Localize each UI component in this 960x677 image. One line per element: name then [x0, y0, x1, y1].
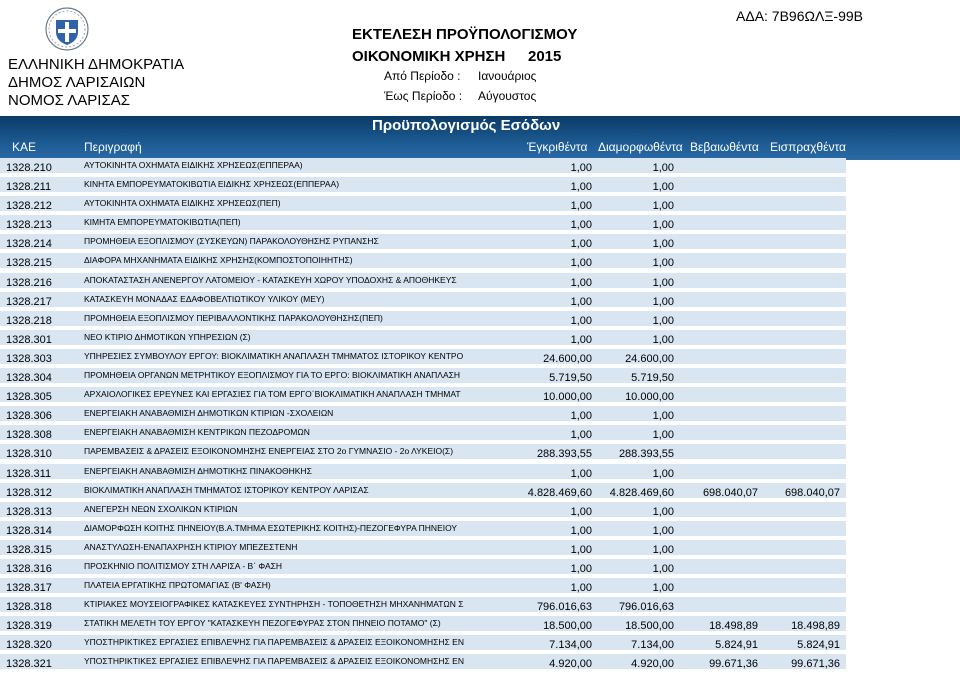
- col-approved: Έγκριθέντα: [527, 140, 588, 154]
- row-description: ΚΤΙΡΙΑΚΕΣ ΜΟΥΣΕΙΟΓΡΑΦΙΚΕΣ ΚΑΤΑΣΚΕΥΕΣ ΣΥΝΤΗΡΗΣΗ - ΤΟΠΟΘΕΤΗΣΗ ΜΗΧΑΝΗΜΑΤΩΝ Σ: [84, 599, 464, 610]
- table-row: [0, 234, 960, 253]
- period-from-label: Από Περίοδο :: [384, 69, 461, 83]
- row-description: ΝΕΟ ΚΤΙΡΙΟ ΔΗΜΟΤΙΚΩΝ ΥΠΗΡΕΣΙΩΝ (Σ): [84, 331, 251, 342]
- row-approved: 1,00: [570, 543, 592, 556]
- row-description: ΠΑΡΕΜΒΑΣΕΙΣ & ΔΡΑΣΕΙΣ ΕΞΟΙΚΟΝΟΜΗΣΗΣ ΕΝΕΡΓΕΙΑΣ ΣΤΟ 2ο ΓΥΜΝΑΣΙΟ - 2ο ΛΥΚΕΙΟ(Σ): [84, 446, 454, 457]
- row-description: ΥΠΟΣΤΗΡΙΚΤΙΚΕΣ ΕΡΓΑΣΙΕΣ ΕΠΙΒΛΕΨΗΣ ΓΙΑ ΠΑΡΕΜΒΑΣΕΙΣ & ΔΡΑΣΕΙΣ ΕΞΟΙΚΟΝΟΜΗΣΗΣ ΕΝ: [84, 656, 464, 667]
- table-row: [0, 273, 960, 292]
- row-formed: 796.016,63: [618, 601, 674, 614]
- row-formed: 1,00: [652, 314, 674, 327]
- row-description: ΔΙΑΜΟΡΦΩΣΗ ΚΟΙΤΗΣ ΠΗΝΕΙΟΥ(Β.Α.ΤΜΗΜΑ ΕΣΩΤΕΡΙΚΗΣ ΚΟΙΤΗΣ)-ΠΕΖΟΓΕΦΥΡΑ ΠΗΝΕΙΟΥ: [84, 522, 458, 533]
- row-approved: 1,00: [570, 582, 592, 595]
- report-title: ΕΚΤΕΛΕΣΗ ΠΡΟΫΠΟΛΟΓΙΣΜΟΥ: [352, 26, 578, 43]
- col-certified: Βεβαιωθέντα: [690, 140, 759, 154]
- row-approved: 1,00: [570, 257, 592, 270]
- row-kae: 1328.305: [6, 391, 52, 404]
- row-kae: 1328.318: [6, 601, 52, 614]
- row-approved: 24.600,00: [543, 352, 592, 365]
- fiscal-year: 2015: [528, 48, 562, 65]
- period-to-label: Έως Περίοδο :: [384, 89, 463, 103]
- table-row: [0, 387, 960, 406]
- table-row: [0, 196, 960, 215]
- row-description: ΕΝΕΡΓΕΙΑΚΗ ΑΝΑΒΑΘΜΙΣΗ ΔΗΜΟΤΙΚΩΝ ΚΤΙΡΙΩΝ -ΣΧΟΛΕΙΩΝ: [84, 408, 334, 419]
- row-description: ΑΥΤΟΚΙΝΗΤΑ ΟΧΗΜΑΤΑ ΕΙΔΙΚΗΣ ΧΡΗΣΕΩΣ(ΕΠΠΕΡΑΑ): [84, 160, 303, 170]
- row-approved: 1,00: [570, 562, 592, 575]
- row-description: ΔΙΑΦΟΡΑ ΜΗΧΑΝΗΜΑΤΑ ΕΙΔΙΚΗΣ ΧΡΗΣΗΣ(ΚΟΜΠΟΣΤΟΠΟΙΗΗΤΗΣ): [84, 255, 353, 266]
- table-row: [0, 406, 960, 425]
- row-kae: 1328.315: [6, 543, 52, 556]
- row-description: ΕΝΕΡΓΕΙΑΚΗ ΑΝΑΒΑΘΜΙΣΗ ΚΕΝΤΡΙΚΩΝ ΠΕΖΟΔΡΟΜΩΝ: [84, 427, 310, 438]
- row-kae: 1328.310: [6, 448, 52, 461]
- row-approved: 1,00: [570, 467, 592, 480]
- row-approved: 1,00: [570, 429, 592, 442]
- row-approved: 1,00: [570, 410, 592, 423]
- row-description: ΑΡΧΑΙΟΛΟΓΙΚΕΣ ΕΡΕΥΝΕΣ ΚΑΙ ΕΡΓΑΣΙΕΣ ΓΙΑ ΤΟΜ ΕΡΓΟ΄ΒΙΟΚΛΙΜΑΤΙΚΗ ΑΝΑΠΛΑΣΗ ΤΜΗΜΑΤ: [84, 389, 461, 400]
- row-kae: 1328.212: [6, 200, 52, 213]
- period-to-value: Αύγουστος: [478, 89, 537, 103]
- row-formed: 1,00: [652, 524, 674, 537]
- row-description: ΠΛΑΤΕΙΑ ΕΡΓΑΤΙΚΗΣ ΠΡΩΤΟΜΑΓΙΑΣ (Β' ΦΑΣΗ): [84, 580, 271, 591]
- row-approved: 1,00: [570, 505, 592, 518]
- row-description: ΑΝΑΣΤΥΛΩΣΗ-ΕΝΑΠΑΧΡΗΣΗ ΚΤΙΡΙΟΥ ΜΠΕΖΕΣΤΕΝΗ: [84, 541, 298, 552]
- revenue-table: [0, 158, 960, 674]
- row-kae: 1328.316: [6, 562, 52, 575]
- row-approved: 1,00: [570, 524, 592, 537]
- row-formed: 1,00: [652, 276, 674, 289]
- table-row: [0, 158, 960, 177]
- row-description: ΑΝΕΓΕΡΣΗ ΝΕΩΝ ΣΧΟΛΙΚΩΝ ΚΤΙΡΙΩΝ: [84, 503, 238, 514]
- row-approved: 1,00: [570, 219, 592, 232]
- row-kae: 1328.301: [6, 333, 52, 346]
- table-row: [0, 311, 960, 330]
- row-approved: 1,00: [570, 314, 592, 327]
- row-approved: 1,00: [570, 200, 592, 213]
- table-row: [0, 349, 960, 368]
- row-formed: 7.134,00: [631, 639, 674, 652]
- row-description: ΠΡΟΜΗΘΕΙΑ ΕΞΟΠΛΙΣΜΟΥ (ΣΥΣΚΕΥΩΝ) ΠΑΡΑΚΟΛΟΥΘΗΣΗΣ ΡΥΠΑΝΣΗΣ: [84, 236, 379, 247]
- row-formed: 1,00: [652, 219, 674, 232]
- row-description: ΚΑΤΑΣΚΕΥΗ ΜΟΝΑΔΑΣ ΕΔΑΦΟΒΕΛΤΙΩΤΙΚΟΥ ΥΛΙΚΟΥ (ΜΕΥ): [84, 293, 325, 304]
- row-approved: 4.920,00: [549, 658, 592, 671]
- row-kae: 1328.304: [6, 372, 52, 385]
- row-approved: 1,00: [570, 238, 592, 251]
- row-kae: 1328.312: [6, 486, 52, 499]
- row-formed: 1,00: [652, 410, 674, 423]
- row-formed: 1,00: [652, 333, 674, 346]
- row-description: ΣΤΑΤΙΚΗ ΜΕΛΕΤΗ ΤΟΥ ΕΡΓΟΥ "ΚΑΤΑΣΚΕΥΗ ΠΕΖΟΓΕΦΥΡΑΣ ΣΤΟΝ ΠΗΝΕΙΟ ΠΟΤΑΜΟ" (Σ): [84, 618, 441, 629]
- row-kae: 1328.320: [6, 639, 52, 652]
- row-kae: 1328.303: [6, 352, 52, 365]
- table-row: [0, 521, 960, 540]
- row-certified: 18.498,89: [709, 620, 758, 633]
- row-certified: 698.040,07: [702, 486, 758, 499]
- issuer-block: [8, 56, 184, 110]
- table-row: [0, 559, 960, 578]
- row-kae: 1328.218: [6, 314, 52, 327]
- row-approved: 1,00: [570, 333, 592, 346]
- row-approved: 1,00: [570, 162, 592, 174]
- row-formed: 1,00: [652, 162, 674, 174]
- row-kae: 1328.216: [6, 276, 52, 289]
- row-kae: 1328.214: [6, 238, 52, 251]
- col-description: Περιγραφή: [84, 140, 142, 154]
- table-row: [0, 464, 960, 483]
- row-collected: 18.498,89: [791, 620, 840, 633]
- row-approved: 1,00: [570, 181, 592, 194]
- row-description: ΚΙΝΗΤΑ ΕΜΠΟΡΕΥΜΑΤΟΚΙΒΩΤΙΑ ΕΙΔΙΚΗΣ ΧΡΗΣΕΩΣ(ΕΠΠΕΡΑΑ): [84, 179, 340, 190]
- row-approved: 10.000,00: [543, 391, 592, 404]
- row-kae: 1328.211: [6, 181, 52, 194]
- table-row: [0, 215, 960, 234]
- row-kae: 1328.215: [6, 257, 52, 270]
- row-formed: 1,00: [652, 505, 674, 518]
- row-description: ΚΙΜΗΤΑ ΕΜΠΟΡΕΥΜΑΤΟΚΙΒΩΤΙΑ(ΠΕΠ): [84, 217, 241, 228]
- row-kae: 1328.210: [6, 162, 52, 174]
- municipality-name: ΔΗΜΟΣ ΛΑΡΙΣΑΙΩΝ: [8, 74, 146, 91]
- row-certified: 5.824,91: [715, 639, 758, 652]
- row-formed: 1,00: [652, 543, 674, 556]
- row-kae: 1328.213: [6, 219, 52, 232]
- ada-code: ΑΔΑ: 7Β96ΩΛΞ-99Β: [736, 8, 863, 24]
- row-approved: 7.134,00: [549, 639, 592, 652]
- table-row: [0, 177, 960, 196]
- row-formed: 1,00: [652, 257, 674, 270]
- row-collected: 99.671,36: [791, 658, 840, 671]
- budget-title: Προϋπολογισμός Εσόδων: [372, 117, 561, 134]
- table-row: [0, 502, 960, 521]
- row-approved: 4.828.469,60: [527, 486, 592, 499]
- table-row: [0, 483, 960, 502]
- row-kae: 1328.321: [6, 658, 52, 671]
- row-description: ΑΥΤΟΚΙΝΗΤΑ ΟΧΗΜΑΤΑ ΕΙΔΙΚΗΣ ΧΡΗΣΕΩΣ(ΠΕΠ): [84, 198, 281, 209]
- row-kae: 1328.217: [6, 295, 52, 308]
- row-formed: 5.719,50: [631, 372, 674, 385]
- col-collected: Εισπραχθέντα: [770, 140, 846, 154]
- table-row: [0, 425, 960, 444]
- row-approved: 288.393,55: [536, 448, 592, 461]
- table-row: [0, 635, 960, 654]
- row-kae: 1328.314: [6, 524, 52, 537]
- table-row: [0, 330, 960, 349]
- row-description: ΥΠΟΣΤΗΡΙΚΤΙΚΕΣ ΕΡΓΑΣΙΕΣ ΕΠΙΒΛΕΨΗΣ ΓΙΑ ΠΑΡΕΜΒΑΣΕΙΣ & ΔΡΑΣΕΙΣ ΕΞΟΙΚΟΝΟΜΗΣΗΣ ΕΝ: [84, 637, 464, 648]
- row-approved: 1,00: [570, 276, 592, 289]
- table-row: [0, 292, 960, 311]
- row-formed: 1,00: [652, 562, 674, 575]
- row-approved: 18.500,00: [543, 620, 592, 633]
- row-formed: 1,00: [652, 582, 674, 595]
- period-from-value: Ιανουάριος: [478, 69, 537, 83]
- row-certified: 99.671,36: [709, 658, 758, 671]
- row-kae: 1328.319: [6, 620, 52, 633]
- table-row: [0, 616, 960, 635]
- row-formed: 4.920,00: [631, 658, 674, 671]
- table-row: [0, 597, 960, 616]
- row-kae: 1328.306: [6, 410, 52, 423]
- row-kae: 1328.311: [6, 467, 52, 480]
- row-approved: 796.016,63: [536, 601, 592, 614]
- row-formed: 1,00: [652, 200, 674, 213]
- row-description: ΥΠΗΡΕΣΙΕΣ ΣΥΜΒΟΥΛΟΥ ΕΡΓΟΥ: ΒΙΟΚΛΙΜΑΤΙΚΗ ΑΝΑΠΛΑΣΗ ΤΜΗΜΑΤΟΣ ΙΣΤΟΡΙΚΟΥ ΚΕΝΤΡΟ: [84, 350, 464, 361]
- row-formed: 1,00: [652, 295, 674, 308]
- row-kae: 1328.317: [6, 582, 52, 595]
- fiscal-use-label: ΟΙΚΟΝΟΜΙΚΗ ΧΡΗΣΗ: [352, 48, 506, 65]
- row-collected: 698.040,07: [784, 486, 840, 499]
- col-formed: Διαμορφωθέντα: [598, 140, 683, 154]
- table-row: [0, 578, 960, 597]
- table-row: [0, 654, 960, 673]
- row-description: ΠΡΟΣΚΗΝΙΟ ΠΟΛΙΤΙΣΜΟΥ ΣΤΗ ΛΑΡΙΣΑ - Β΄ ΦΑΣΗ: [84, 560, 283, 571]
- col-kae: ΚΑΕ: [12, 140, 37, 154]
- row-kae: 1328.308: [6, 429, 52, 442]
- row-formed: 1,00: [652, 467, 674, 480]
- row-formed: 18.500,00: [625, 620, 674, 633]
- row-formed: 1,00: [652, 238, 674, 251]
- greek-emblem-icon: [44, 6, 90, 52]
- row-kae: 1328.313: [6, 505, 52, 518]
- table-row: [0, 444, 960, 463]
- row-collected: 5.824,91: [797, 639, 840, 652]
- row-approved: 1,00: [570, 295, 592, 308]
- row-description: ΠΡΟΜΗΘΕΙΑ ΟΡΓΑΝΩΝ ΜΕΤΡΗΤΙΚΟΥ ΕΞΟΠΛΙΣΜΟΥ ΓΙΑ ΤΟ ΕΡΓΟ: ΒΙΟΚΛΙΜΑΤΙΚΗ ΑΝΑΠΛΑΣΗ: [84, 370, 461, 381]
- row-formed: 24.600,00: [625, 352, 674, 365]
- row-formed: 1,00: [652, 429, 674, 442]
- row-approved: 5.719,50: [549, 372, 592, 385]
- row-formed: 4.828.469,60: [609, 486, 674, 499]
- row-description: ΑΠΟΚΑΤΑΣΤΑΣΗ ΑΝΕΝΕΡΓΟΥ ΛΑΤΟΜΕΙΟΥ - ΚΑΤΑΣΚΕΥΗ ΧΩΡΟΥ ΥΠΟΔΟΧΗΣ & ΑΠΟΘΗΚΕΥΣ: [84, 274, 457, 285]
- row-description: ΠΡΟΜΗΘΕΙΑ ΕΞΟΠΛΙΣΜΟΥ ΠΕΡΙΒΑΛΛΟΝΤΙΚΗΣ ΠΑΡΑΚΟΛΟΥΘΗΣΗΣ(ΠΕΠ): [84, 312, 383, 323]
- table-row: [0, 253, 960, 272]
- table-row: [0, 540, 960, 559]
- prefecture-name: ΝΟΜΟΣ ΛΑΡΙΣΑΣ: [8, 92, 131, 109]
- table-row: [0, 368, 960, 387]
- row-description: ΒΙΟΚΛΙΜΑΤΙΚΗ ΑΝΑΠΛΑΣΗ ΤΜΗΜΑΤΟΣ ΙΣΤΟΡΙΚΟΥ ΚΕΝΤΡΟΥ ΛΑΡΙΣΑΣ: [84, 484, 369, 495]
- report-header: [0, 0, 960, 118]
- row-formed: 1,00: [652, 181, 674, 194]
- row-description: ΕΝΕΡΓΕΙΑΚΗ ΑΝΑΒΑΘΜΙΣΗ ΔΗΜΟΤΙΚΗΣ ΠΙΝΑΚΟΘΗΚΗΣ: [84, 465, 312, 476]
- row-formed: 288.393,55: [618, 448, 674, 461]
- country-name: ΕΛΛΗΝΙΚΗ ΔΗΜΟΚΡΑΤΙΑ: [8, 56, 185, 73]
- row-formed: 10.000,00: [625, 391, 674, 404]
